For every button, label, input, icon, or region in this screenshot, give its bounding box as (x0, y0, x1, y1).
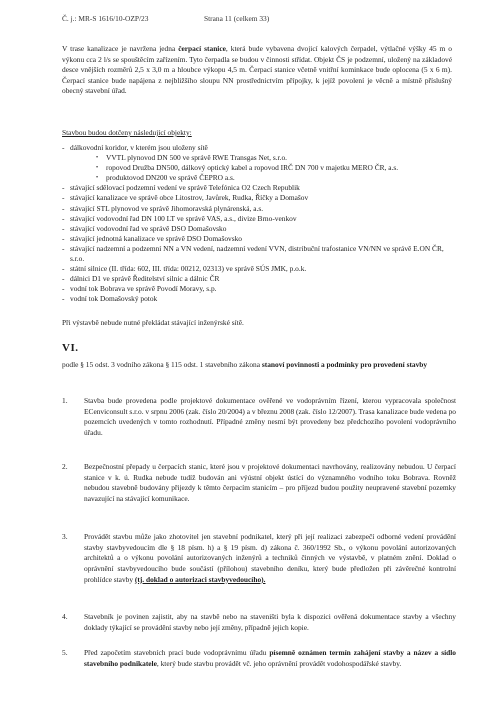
list-item: • VVTL plynovod DN 500 ve správě RWE Transgas Net, s.r.o. (96, 153, 287, 163)
list-item: - stávající vodovodní řad ve správě DSO Domašovsko (62, 223, 227, 233)
list-item: - stávající kanalizace ve správě obce Litostrov, Javůrek, Rudka, Říčky a Domašov (62, 193, 309, 203)
intro-paragraph: V trase kanalizace je navržena jedna čerpací stanice, která bude vybavena dvojicí kalových čerpadel, výtlačné výšky 45 m o výkonu cca 2 l/s se spouštěcím zařízením. Tyto čerpadla se budou v činnosti střídat. Objekt ČS je podzemní, uložený na základové desce vnějších rozměrů 2,5 x 3,0 m a hloubce výkopu 4,5 m. Čerpací stanice včetně vnitřní kominkace bude oplocena (5 x 6 m). Čerpací stanice bude napájena z nejbližšího sloupu NN prostřednictvím přípojky, k jejíž povolení je věcně a místně příslušný obecný stavební úřad. (62, 44, 452, 96)
list-item: - dálkovodní koridor, v kterém jsou uloženy sítě • VVTL plynovod DN 500 ve správě RWE Transgas Net, s.r.o. • ropovod Družba DN500, dálkový optický kabel a ropovod IRČ DN 700 v majetku MERO ČR, a.s. • produktovod DN200 ve správě ČEPRO a.s. (62, 143, 454, 183)
list-item: - stávající STL plynovod ve správě Jihomoravská plynárenská, a.s. (62, 203, 264, 213)
list-item: - stávající vodovodní řad DN 100 LT ve správě VAS, a.s., divize Brno-venkov (62, 213, 297, 223)
list-item: - státní silnice (II. třída: 602, III. třída: 00212, 02313) ve správě SÚS JMK, p.o.k. (62, 264, 307, 274)
section-number: VI. (62, 342, 79, 354)
condition-1: 1. Stavba bude provedena podle projektové dokumentace ověřené ve vodoprávním řízení, kterou vypracovala společnost ECenviconsult s.r.o. v srpnu 2006 (zak. číslo 20/2004) a v březnu 2008 (zak. číslo 12/2007). Trasa kanalizace bude vedena po pozemcích uvedených v tomto rozhodnutí. Případné změny nesmí být provedeny bez předchozího povolení vodoprávního úřadu. (62, 396, 456, 438)
corridor-networks-list (70, 153, 454, 183)
reference-number: Č. j.: MR-S 1616/10-OZP/23 (62, 14, 149, 23)
networks-note: Při výstavbě nebude nutné překládat stávající inženýrské sítě. (62, 318, 244, 327)
list-item: - stávající sdělovací podzemní vedení ve správě Telefónica O2 Czech Republik (62, 183, 300, 193)
page-number: Strana 11 (celkem 33) (204, 14, 270, 23)
list-item: - stávající jednotná kanalizace ve správě DSO Domašovsko (62, 233, 242, 243)
condition-5: 5. Před započetím stavebních prací bude vodoprávnímu úřadu písemně oznámen termín zahájení stavby a název a sídlo stavebního podnikatele, který bude stavbu provádět vč. jeho oprávnění provádět vodohospodářské stavby. (62, 648, 456, 668)
authorization-note: (tj. doklad o autorizaci stavbyvedoucího). (134, 574, 266, 584)
list-item: - vodní tok Domašovský potok (62, 294, 158, 304)
list-item: • produktovod DN200 ve správě ČEPRO a.s. (96, 173, 235, 183)
list-item: - dálnici D1 ve správě Ředitelství silnic a dálnic ČR (62, 274, 220, 284)
list-item: • ropovod Družba DN500, dálkový optický kabel a ropovod IRČ DN 700 v majetku MERO ČR, a.s. (96, 163, 399, 173)
affected-objects-heading: Stavbou budou dotčeny následující objekty: (62, 128, 192, 137)
list-item: - vodní tok Bobrava ve správě Povodí Moravy, s.p. (62, 284, 217, 294)
pump-station-term: čerpací stanice (178, 44, 226, 53)
condition-4: 4. Stavebník je povinen zajistit, aby na stavbě nebo na staveništi byla k dispozici ověřená dokumentace stavby a všechny doklady týkající se provádění stavby nebo její změny, případně jejich kopie. (62, 612, 456, 632)
section-lead: podle § 15 odst. 3 vodního zákona § 115 odst. 1 stavebního zákona stanoví povinnosti a podmínky pro provedení stavby (62, 360, 428, 369)
condition-3: 3. Provádět stavbu může jako zhotovitel jen stavební podnikatel, který při její realizaci zabezpečí odborné vedení provádění stavby stavbyvedoucím dle § 18 písm. h) a § 19 písm. d) zákona č. 360/1992 Sb., o výkonu povolání autorizovaných architektů a o výkonu povolání autorizovaných inženýrů a techniků činných ve výstavbě, v platném znění. Doklad o oprávnění stavbyvedoucího bude součástí (přílohou) stavebního deníku, který bude předložen při závěrečné kontrolní prohlídce stavby (tj. doklad o autorizaci stavbyvedoucího). (62, 532, 456, 584)
condition-2: 2. Bezpečnostní přepady u čerpacích stanic, které jsou v projektové dokumentaci navrhovány, realizovány nebudou. U čerpací stanice v k. ú. Rudka nebude tudíž budován ani výústní objekt ústící do významného vodního toku Bobrava. Rovněž nebudou stavebně budovány přijezdy k těmto čerpacím stanicím – pro příjezd budou použity neupravené stavební pozemky navazující na stávající komunikace. (62, 462, 456, 504)
list-item: - stávající nadzemní a podzemní NN a VN vedení, nadzemní vedení VVN, distribuční trafostanice VN/NN ve správě E.ON ČR, s.r.o. (62, 243, 444, 264)
affected-objects-list (62, 143, 454, 305)
